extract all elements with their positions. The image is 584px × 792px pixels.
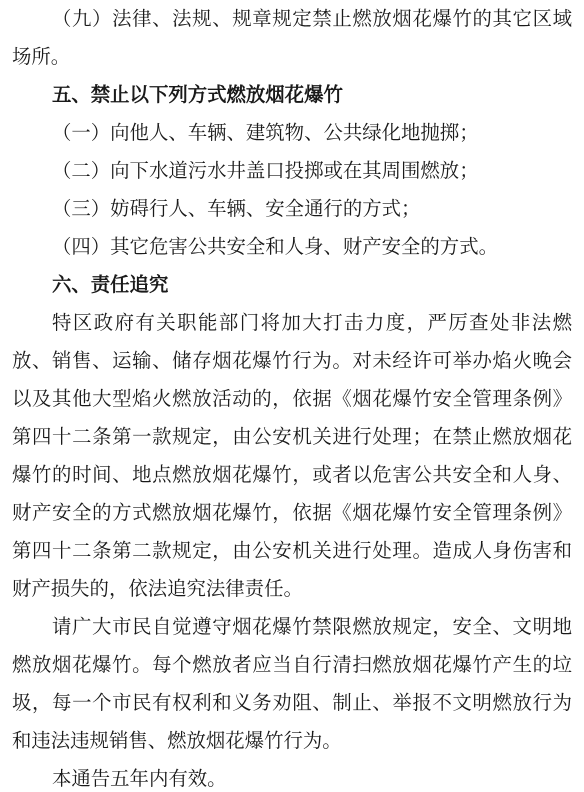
paragraph-2-line-4: 和违法违规销售、燃放烟花爆竹行为。 bbox=[12, 729, 342, 752]
paragraph-1-line-3: 以及其他大型焰火燃放活动的，依据《烟花爆竹安全管理条例》 bbox=[12, 387, 572, 410]
section-6-heading: 六、责任追究 bbox=[52, 273, 169, 296]
paragraph-2-line-2: 燃放烟花爆竹。每个燃放者应当自行清扫燃放烟花爆竹产生的垃 bbox=[12, 653, 572, 676]
item-1: （一）向他人、车辆、建筑物、公共绿化地抛掷； bbox=[52, 121, 479, 144]
paragraph-1-line-8: 财产损失的，依法追究法律责任。 bbox=[12, 577, 303, 600]
clause-9-line-2: 场所。 bbox=[12, 45, 71, 68]
paragraph-2-line-1: 请广大市民自觉遵守烟花爆竹禁限燃放规定，安全、文明地 bbox=[52, 615, 572, 638]
paragraph-1-line-4: 第四十二条第一款规定，由公安机关进行处理；在禁止燃放烟花 bbox=[12, 425, 572, 448]
paragraph-1-line-6: 财产安全的方式燃放烟花爆竹，依据《烟花爆竹安全管理条例》 bbox=[12, 501, 572, 524]
item-4: （四）其它危害公共安全和人身、财产安全的方式。 bbox=[52, 235, 498, 258]
item-2: （二）向下水道污水井盖口投掷或在其周围燃放； bbox=[52, 159, 479, 182]
paragraph-1-line-2: 放、销售、运输、储存烟花爆竹行为。对未经许可举办焰火晚会 bbox=[12, 349, 572, 372]
paragraph-1-line-1: 特区政府有关职能部门将加大打击力度，严厉查处非法燃 bbox=[52, 311, 572, 334]
section-5-heading: 五、禁止以下列方式燃放烟花爆竹 bbox=[52, 83, 343, 106]
paragraph-1-line-7: 第四十二条第二款规定，由公安机关进行处理。造成人身伤害和 bbox=[12, 539, 572, 562]
paragraph-2-line-3: 圾，每一个市民有权利和义务劝阻、制止、举报不文明燃放行为 bbox=[12, 691, 572, 714]
clause-9-line-1: （九）法律、法规、规章规定禁止燃放烟花爆竹的其它区域 bbox=[52, 7, 572, 30]
validity-notice: 本通告五年内有效。 bbox=[52, 767, 227, 790]
paragraph-1-line-5: 爆竹的时间、地点燃放烟花爆竹，或者以危害公共安全和人身、 bbox=[12, 463, 572, 486]
item-3: （三）妨碍行人、车辆、安全通行的方式； bbox=[52, 197, 421, 220]
